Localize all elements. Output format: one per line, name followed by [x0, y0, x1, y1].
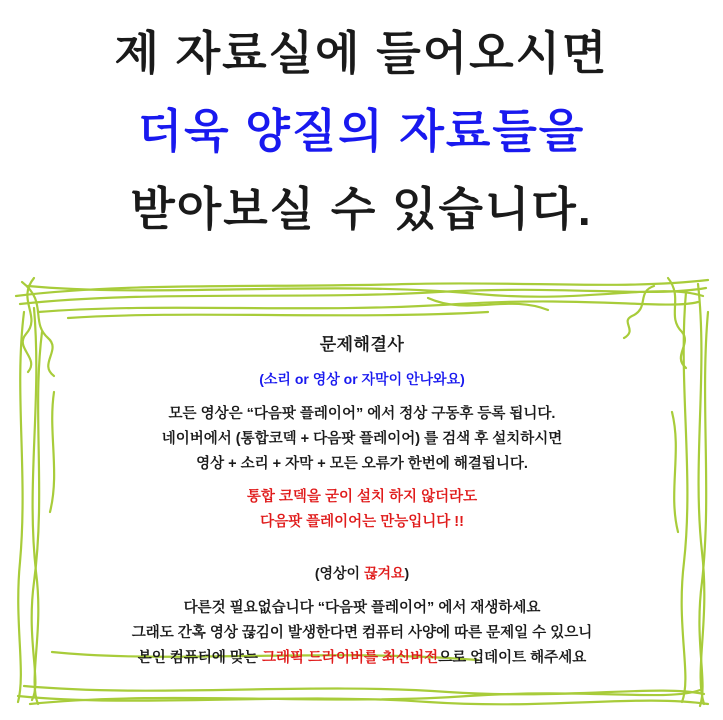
section2-last-part-1: 본인 컴퓨터에 맞는: [137, 650, 262, 666]
section2-line-2: 그래도 간혹 영상 끊김이 발생한다면 컴퓨터 사양에 따른 문제일 수 있으니: [131, 625, 593, 641]
section2-last-line: [42, 646, 682, 671]
section1-red-line-2: 다음팟 플레이어는 만능입니다 !!: [260, 514, 464, 530]
spacer-1: [42, 477, 682, 485]
headline-block: [0, 14, 723, 248]
body-title: 문제해결사: [319, 335, 405, 354]
headline-line-3: 받아보실 수 있습니다.: [130, 183, 593, 235]
section2-subtitle-open: (영상이: [314, 565, 364, 581]
body-content: [42, 330, 682, 671]
section2-subtitle: [42, 563, 682, 583]
headline-line-1: 제 자료실에 들어오시면: [114, 27, 609, 79]
section1-subtitle: (소리 or 영상 or 자막이 안나와요): [259, 371, 465, 387]
section1-line-2: 네이버에서 (통합코덱 + 다음팟 플레이어) 를 검색 후 설치하시면: [161, 431, 563, 447]
section2-line-1: 다른것 필요없습니다 “다음팟 플레이어” 에서 재생하세요: [183, 600, 541, 616]
section1-red-line-1: 통합 코덱을 굳이 설치 하지 않더라도: [246, 489, 478, 505]
section2-last-part-3: 으로 업데이트 해주세요: [438, 650, 587, 666]
section2-last-part-highlight: 그래픽 드라이버를 최신버전: [261, 650, 439, 666]
headline-line-2: 더욱 양질의 자료들을: [137, 105, 586, 157]
section1-line-1: 모든 영상은 “다음팟 플레이어” 에서 정상 구동후 등록 됩니다.: [168, 406, 556, 422]
section1-line-3: 영상 + 소리 + 자막 + 모든 오류가 한번에 해결됩니다.: [196, 456, 528, 472]
spacer-2: [42, 535, 682, 563]
section2-subtitle-close: ): [404, 565, 410, 581]
section2-subtitle-highlight: 끊겨요: [363, 565, 405, 581]
